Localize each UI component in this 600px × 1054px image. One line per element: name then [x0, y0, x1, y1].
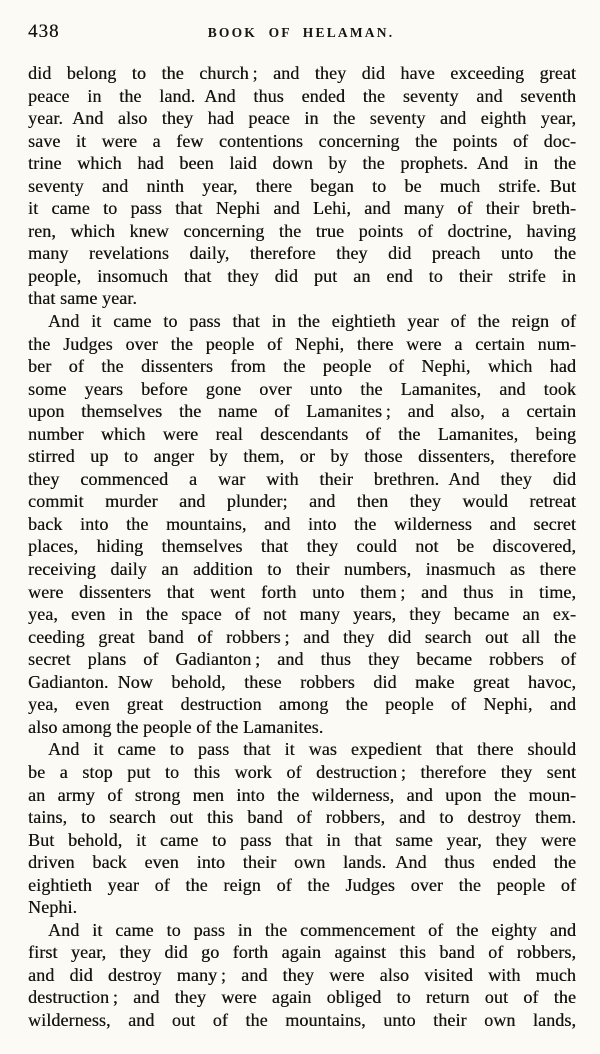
text-line: Gadianton. Now behold, these robbers did make great havoc, — [28, 671, 576, 692]
text-line: But behold, it came to pass that in that same year, they were — [28, 829, 576, 850]
paragraph-2 — [28, 310, 576, 738]
text-line: ceeding great band of robbers ; and they did search out all the — [28, 626, 576, 647]
text-line: peace in the land. And thus ended the seventy and seventh — [28, 85, 576, 106]
text-line: places, hiding themselves that they could not be discovered, — [28, 536, 576, 557]
text-line: And it came to pass in the commencement of the eighty and — [48, 919, 576, 940]
text-line: were dissenters that went forth unto them ; and thus in time, — [28, 581, 576, 602]
page-number: 438 — [28, 21, 60, 42]
text-line: some years before gone over unto the Lamanites, and took — [28, 378, 576, 399]
text-line: yea, even great destruction among the people of Nephi, and — [28, 694, 576, 715]
text-line: wilderness, and out of the mountains, unto their own lands, — [28, 1009, 576, 1030]
text-line: number which were real descendants of the Lamanites, being — [28, 423, 576, 444]
text-line: upon themselves the name of Lamanites ; and also, a certain — [28, 401, 576, 422]
text-line: And it came to pass that in the eightieth year of the reign of — [48, 311, 576, 332]
text-line: eightieth year of the reign of the Judges over the people of — [28, 874, 576, 895]
text-line: stirred up to anger by them, or by those dissenters, therefore — [28, 446, 576, 467]
text-line: save it were a few contentions concerning the points of doc- — [28, 130, 576, 151]
text-line: first year, they did go forth again against this band of robbers, — [28, 942, 576, 963]
running-header — [28, 21, 574, 45]
text-line: that same year. — [28, 288, 137, 309]
text-line: they commenced a war with their brethren. And they did — [28, 468, 576, 489]
text-line: secret plans of Gadianton ; and thus they became robbers of — [28, 649, 576, 670]
paragraph-4 — [28, 919, 576, 1032]
page-text — [28, 62, 576, 1032]
text-line: tains, to search out this band of robbers, and to destroy them. — [28, 807, 576, 828]
running-header-title: BOOK OF HELAMAN. — [207, 25, 395, 40]
text-line: destruction ; and they were again obliged to return out of the — [28, 987, 576, 1008]
text-line: yea, even in the space of not many years, they became an ex- — [28, 604, 576, 625]
text-line: the Judges over the people of Nephi, there were a certain num- — [28, 333, 576, 354]
text-line: trine which had been laid down by the prophets. And in the — [28, 153, 576, 174]
text-line: also among the people of the Lamanites. — [28, 716, 324, 737]
text-line: people, insomuch that they did put an end to their strife in — [28, 265, 576, 286]
text-line: and did destroy many ; and they were also visited with much — [28, 964, 576, 985]
paragraph-3 — [28, 738, 576, 918]
text-line: receiving daily an addition to their numbers, inasmuch as there — [28, 559, 576, 580]
text-line: many revelations daily, therefore they did preach unto the — [28, 243, 576, 264]
text-line: ren, which knew concerning the true points of doctrine, having — [28, 220, 576, 241]
text-line: year. And also they had peace in the seventy and eighth year, — [28, 108, 576, 129]
text-line: back into the mountains, and into the wilderness and secret — [28, 513, 576, 534]
text-line: be a stop put to this work of destruction ; therefore they sent — [28, 761, 576, 782]
text-line: ber of the dissenters from the people of Nephi, which had — [28, 356, 576, 377]
text-line: Nephi. — [28, 897, 78, 918]
paragraph-1 — [28, 62, 576, 310]
text-line: did belong to the church ; and they did have exceeding great — [28, 63, 576, 83]
text-line: commit murder and plunder; and then they would retreat — [28, 491, 576, 512]
text-line: And it came to pass that it was expedient that there should — [48, 739, 576, 760]
text-line: an army of strong men into the wilderness, and upon the moun- — [28, 784, 576, 805]
text-line: seventy and ninth year, there began to be much strife. But — [28, 175, 576, 196]
text-line: it came to pass that Nephi and Lehi, and many of their breth- — [28, 198, 576, 219]
text-line: driven back even into their own lands. And thus ended the — [28, 852, 576, 873]
